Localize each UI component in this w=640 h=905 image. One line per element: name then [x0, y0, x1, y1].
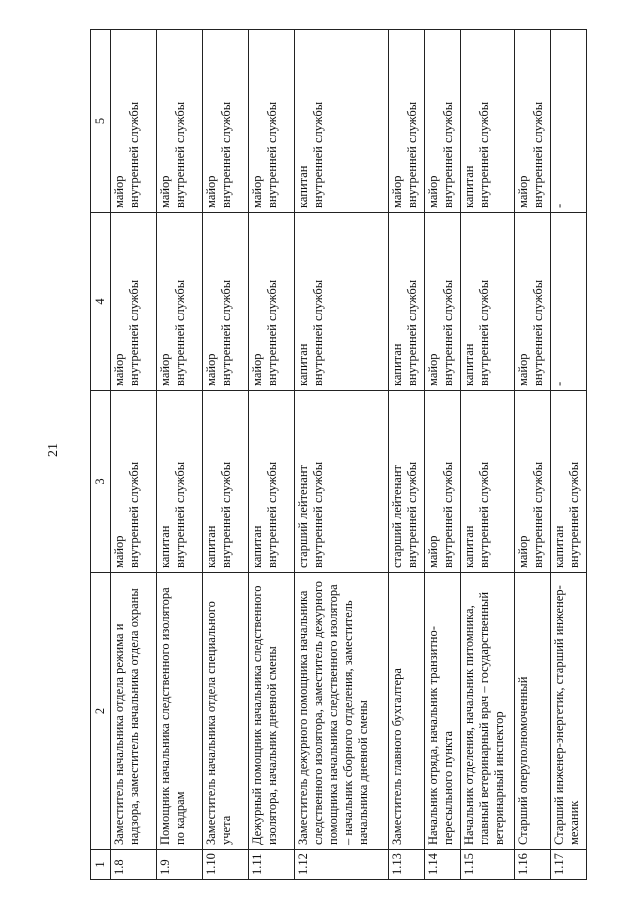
row-number: 1.11 [249, 850, 295, 880]
rank-service: внутренней службы [531, 101, 545, 208]
rank-title: капитан [250, 525, 264, 568]
rank-service: внутренней службы [311, 279, 325, 386]
rank-title: майор [426, 535, 440, 568]
rank-cell [203, 391, 249, 573]
table-row [157, 30, 203, 880]
rank-title: капитан [462, 525, 476, 568]
rank-title: майор [516, 175, 530, 208]
rank-service: внутренней службы [567, 461, 581, 568]
rank-title: майор [516, 535, 530, 568]
rank-title: капитан [390, 343, 404, 386]
rank-service: внутренней службы [441, 461, 455, 568]
rank-cell [157, 30, 203, 213]
rank-cell [295, 391, 389, 573]
rank-title: капитан [204, 525, 218, 568]
header-col-5: 5 [91, 30, 111, 213]
rank-title: майор [390, 175, 404, 208]
rank-title: капитан [552, 525, 566, 568]
position-title: Начальник отделения, начальник питомника, главный ветеринарный врач – государственный ветеринарный инспектор [461, 573, 515, 850]
position-title: Заместитель дежурного помощника начальника следственного изолятора, заместитель дежурного помощника начальника следственного изолятора – начальник сборного отделения, заместитель начальника дневной смены [295, 573, 389, 850]
header-col-3: 3 [91, 391, 111, 573]
header-col-4: 4 [91, 213, 111, 391]
rank-service: внутренней службы [127, 461, 141, 568]
row-number: 1.9 [157, 850, 203, 880]
row-number: 1.10 [203, 850, 249, 880]
page-number: 21 [46, 443, 61, 457]
rank-cell [551, 391, 587, 573]
table-row [389, 30, 425, 880]
rank-title: майор [158, 353, 172, 386]
table-row [203, 30, 249, 880]
rank-cell [425, 213, 461, 391]
rank-service: внутренней службы [477, 101, 491, 208]
rank-cell [515, 391, 551, 573]
position-title: Заместитель главного бухгалтера [389, 573, 425, 850]
rank-cell [249, 213, 295, 391]
row-number: 1.13 [389, 850, 425, 880]
rank-cell [295, 30, 389, 213]
rank-title: майор [250, 353, 264, 386]
rank-cell [203, 213, 249, 391]
rank-service: внутренней службы [173, 279, 187, 386]
rank-title: майор [204, 353, 218, 386]
table-row [515, 30, 551, 880]
rank-service: внутренней службы [219, 279, 233, 386]
rank-service: внутренней службы [265, 461, 279, 568]
header-col-1: 1 [91, 850, 111, 880]
rank-cell [515, 30, 551, 213]
row-number: 1.14 [425, 850, 461, 880]
rank-cell [249, 30, 295, 213]
rank-service: внутренней службы [127, 101, 141, 208]
rank-title: капитан [158, 525, 172, 568]
position-title: Старший инженер-энергетик, старший инженер-механик [551, 573, 587, 850]
rank-service: внутренней службы [441, 101, 455, 208]
rank-cell [157, 391, 203, 573]
row-number: 1.16 [515, 850, 551, 880]
rank-title: старший лейтенант [296, 465, 310, 568]
row-number: 1.17 [551, 850, 587, 880]
rank-title: майор [112, 535, 126, 568]
rank-title: капитан [296, 165, 310, 208]
header-col-2: 2 [91, 573, 111, 850]
rank-service: внутренней службы [405, 101, 419, 208]
rank-service: внутренней службы [219, 461, 233, 568]
rank-title: майор [250, 175, 264, 208]
rank-service: внутренней службы [219, 101, 233, 208]
row-number: 1.15 [461, 850, 515, 880]
rank-title: майор [426, 353, 440, 386]
empty-rank-cell: - [551, 213, 587, 391]
position-title: Начальник отряда, начальник транзитно-пересыльного пункта [425, 573, 461, 850]
rank-cell [389, 391, 425, 573]
rank-service: внутренней службы [441, 279, 455, 386]
rank-title: капитан [462, 343, 476, 386]
table-row [111, 30, 157, 880]
table-row [295, 30, 389, 880]
rank-title: майор [426, 175, 440, 208]
position-title: Помощник начальника следственного изолятора по кадрам [157, 573, 203, 850]
rank-service: внутренней службы [265, 279, 279, 386]
rank-service: внутренней службы [127, 279, 141, 386]
header-row [91, 30, 111, 880]
rank-title: майор [516, 353, 530, 386]
rank-cell [425, 30, 461, 213]
rank-service: внутренней службы [405, 279, 419, 386]
rank-cell [249, 391, 295, 573]
rank-service: внутренней службы [311, 461, 325, 568]
empty-rank-cell: - [551, 30, 587, 213]
rank-cell [461, 30, 515, 213]
table-row [425, 30, 461, 880]
rank-service: внутренней службы [405, 461, 419, 568]
rank-cell [203, 30, 249, 213]
rank-title: майор [112, 175, 126, 208]
rank-cell [461, 213, 515, 391]
rank-cell [389, 30, 425, 213]
table-row [249, 30, 295, 880]
table-row [551, 30, 587, 880]
position-title: Дежурный помощник начальника следственного изолятора, начальник дневной смены [249, 573, 295, 850]
rank-service: внутренней службы [311, 101, 325, 208]
table-row [461, 30, 515, 880]
rank-cell [515, 213, 551, 391]
rank-service: внутренней службы [531, 279, 545, 386]
row-number: 1.8 [111, 850, 157, 880]
position-title: Заместитель начальника отдела режима и надзора, заместитель начальника отдела охраны [111, 573, 157, 850]
rank-cell [111, 391, 157, 573]
rank-title: майор [158, 175, 172, 208]
rank-service: внутренней службы [531, 461, 545, 568]
rank-service: внутренней службы [173, 101, 187, 208]
rank-title: капитан [296, 343, 310, 386]
rotated-table-wrapper [90, 30, 585, 880]
rank-cell [389, 213, 425, 391]
rank-cell [157, 213, 203, 391]
rank-title: майор [112, 353, 126, 386]
rank-service: внутренней службы [265, 101, 279, 208]
rank-cell [111, 30, 157, 213]
rank-title: капитан [462, 165, 476, 208]
rank-service: внутренней службы [173, 461, 187, 568]
rank-cell [461, 391, 515, 573]
position-title: Старший оперуполномоченный [515, 573, 551, 850]
rank-cell [295, 213, 389, 391]
ranks-table [90, 29, 587, 880]
rank-title: старший лейтенант [390, 465, 404, 568]
position-title: Заместитель начальника отдела специального учета [203, 573, 249, 850]
rank-service: внутренней службы [477, 461, 491, 568]
rank-cell [425, 391, 461, 573]
rank-title: майор [204, 175, 218, 208]
row-number: 1.12 [295, 850, 389, 880]
rank-service: внутренней службы [477, 279, 491, 386]
rank-cell [111, 213, 157, 391]
